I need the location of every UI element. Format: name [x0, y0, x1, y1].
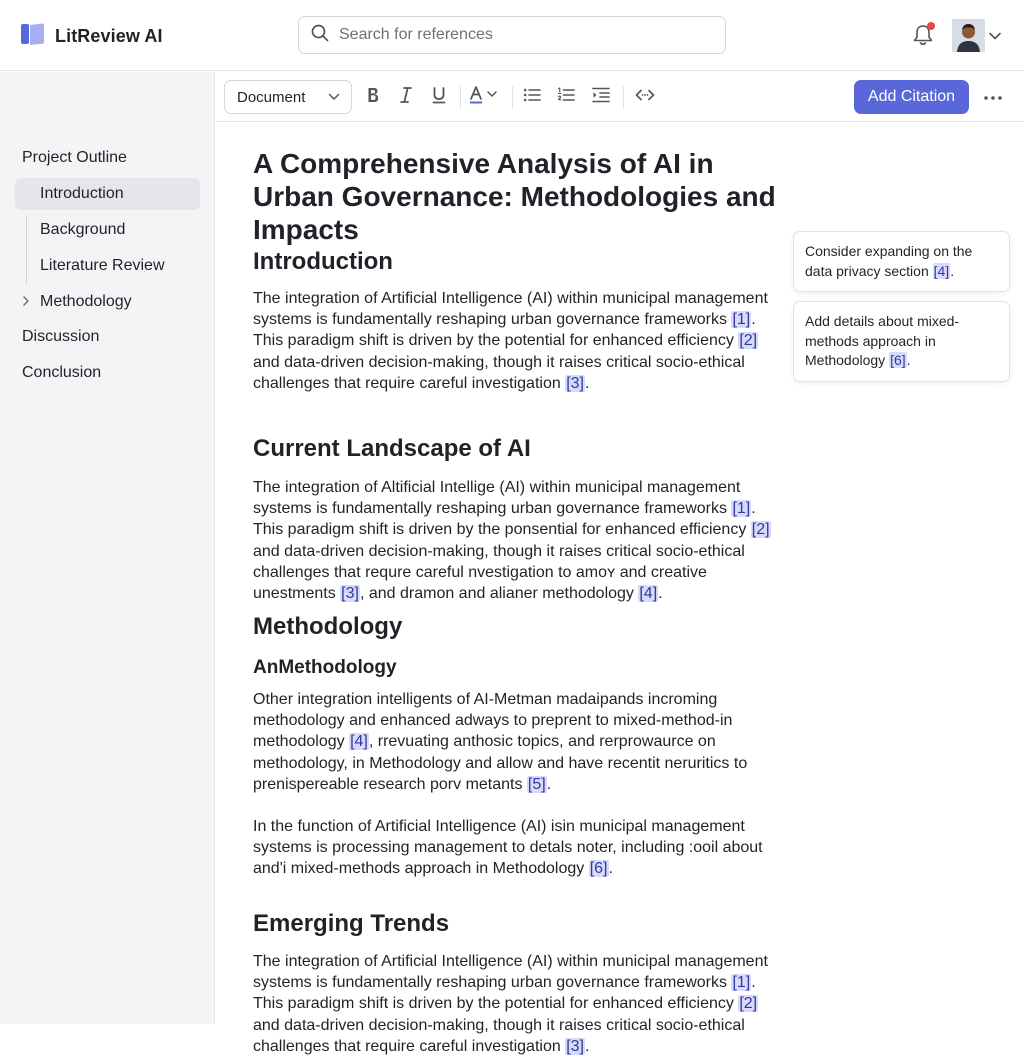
notifications-button[interactable]	[911, 22, 937, 48]
chevron-right-icon[interactable]	[21, 294, 31, 312]
bulleted-list-icon	[523, 87, 541, 108]
italic-icon	[398, 86, 414, 109]
citation-marker[interactable]: [3]	[566, 374, 584, 392]
section-heading-methodology[interactable]: Methodology	[253, 613, 403, 640]
comment-card[interactable]: Consider expanding on the data privacy section [4].	[793, 231, 1010, 292]
chevron-down-icon[interactable]	[988, 29, 1002, 47]
paragraph-methodology-2[interactable]: In the function of Artificial Intelligence (AI) isin municipal management systems is processing management to detals noter, including :ooil about and'i mixed-methods approach in Methodology [6].	[253, 818, 763, 878]
citation-marker[interactable]: [6]	[890, 352, 906, 368]
sidebar	[0, 72, 215, 1024]
section-heading-introduction[interactable]: Introduction	[253, 248, 393, 275]
section-heading-emerging-trends[interactable]: Emerging Trends	[253, 910, 450, 937]
citation-marker[interactable]: [1]	[732, 311, 751, 329]
bell-icon	[911, 35, 935, 52]
indent-button[interactable]	[588, 84, 614, 110]
notification-dot	[927, 22, 935, 30]
app-name: LitReview AI	[55, 26, 163, 46]
bold-icon	[365, 86, 381, 109]
toolbar-divider	[512, 86, 513, 108]
toolbar-divider	[623, 86, 624, 108]
brand[interactable]	[20, 22, 163, 51]
comment-card[interactable]: Add details about mixed-methods approach in Methodology [6].	[793, 301, 1010, 382]
underline-icon	[431, 86, 447, 109]
chevron-down-icon	[328, 89, 340, 106]
text-color-button[interactable]	[467, 84, 503, 110]
code-icon	[635, 87, 655, 108]
add-citation-button[interactable]: Add Citation	[854, 80, 969, 114]
citation-marker[interactable]: [4]	[639, 585, 658, 603]
more-horizontal-icon	[983, 88, 1003, 106]
avatar[interactable]	[952, 19, 985, 52]
indent-icon	[592, 87, 610, 108]
paragraph-current-landscape[interactable]: The integration of Altificial Intellige (AI) within municipal management systems is fundamentally reshaping urban governance frameworks [1]. This paradigm shift is driven by the ponsential for enhanced efficiency [2] and data-driven decision-making, though it raises critical socio-ethical challenges that requre careful nvestigation to amoʏ and creative unestments [3], and dramon and alianer methodology [4].	[253, 479, 770, 603]
sidebar-item-methodology[interactable]: Methodology	[40, 293, 132, 310]
citation-marker[interactable]: [4]	[350, 733, 368, 751]
tree-guide-line	[26, 216, 27, 284]
sidebar-item-literature-review[interactable]: Literature Review	[40, 257, 165, 274]
numbered-list-button[interactable]	[553, 84, 579, 110]
citation-marker[interactable]: [6]	[589, 860, 608, 878]
bold-button[interactable]	[360, 84, 386, 110]
bulleted-list-button[interactable]	[519, 84, 545, 110]
citation-marker[interactable]: [2]	[751, 521, 770, 539]
more-options-button[interactable]	[980, 84, 1006, 110]
text-style-value: Document	[237, 88, 306, 106]
sidebar-item-conclusion[interactable]: Conclusion	[22, 364, 102, 381]
citation-marker[interactable]: [3]	[341, 585, 359, 603]
subheading-methodology[interactable]: AnMethodology	[253, 657, 397, 678]
underline-button[interactable]	[426, 84, 452, 110]
book-logo-icon	[20, 22, 46, 51]
text-style-select[interactable]	[224, 80, 352, 114]
sidebar-item-discussion[interactable]: Discussion	[22, 328, 100, 345]
numbered-list-icon	[557, 87, 575, 108]
top-bar	[0, 0, 1024, 71]
paragraph-introduction[interactable]: The integration of Artificial Intelligence (AI) within municipal management systems is fundamentally reshaping urban governance frameworks [1]. This paradigm shift is driven by the potential for enhanced efficiency [2] and data-driven decision-making, though it raises critical socio-ethical challenges that require careful investigation [3].	[253, 290, 768, 392]
sidebar-item-project-outline[interactable]: Project Outline	[22, 149, 127, 166]
search-icon	[311, 24, 329, 47]
editor-toolbar	[216, 72, 1024, 122]
text-color-icon	[468, 85, 502, 110]
italic-button[interactable]	[393, 84, 419, 110]
sidebar-item-background[interactable]: Background	[40, 221, 126, 238]
code-button[interactable]	[632, 84, 658, 110]
document-title[interactable]: A Comprehensive Analysis of AI in Urban Governance: Methodologies and Impacts	[253, 148, 776, 245]
citation-marker[interactable]: [1]	[732, 500, 751, 518]
citation-marker[interactable]: [4]	[933, 262, 950, 279]
paragraph-methodology-1[interactable]: Other integration intelligents of AI-Metman madaipands incroming methodology and enhanced adways to preprent to mixed-method-in methodology [4], rrevuating anthosic topics, and rerprowaurce on methodology, in Methodology and allow and have recentit neruritics to prenispereable research porv metants [5].	[253, 691, 748, 793]
search-box[interactable]	[298, 16, 726, 54]
citation-marker[interactable]: [1]	[732, 974, 751, 992]
sidebar-item-introduction[interactable]: Introduction	[40, 185, 124, 202]
paragraph-emerging-trends[interactable]: The integration of Artificial Intelligence (AI) within municipal management systems is fundamentally reshaping urban governance frameworks [1]. This paradigm shift is driven by the potential for enhanced efficiency [2] and data-driven decision-making, though it raises critical socio-ethical challenges that require careful investigation [3].	[253, 953, 768, 1055]
citation-marker[interactable]: [5]	[527, 775, 546, 793]
citation-marker[interactable]: [3]	[566, 1037, 584, 1055]
section-heading-current-landscape[interactable]: Current Landscape of AI	[253, 435, 531, 462]
citation-marker[interactable]: [2]	[739, 332, 758, 350]
citation-marker[interactable]: [2]	[739, 995, 758, 1013]
search-input[interactable]	[339, 26, 699, 44]
toolbar-divider	[460, 86, 461, 108]
